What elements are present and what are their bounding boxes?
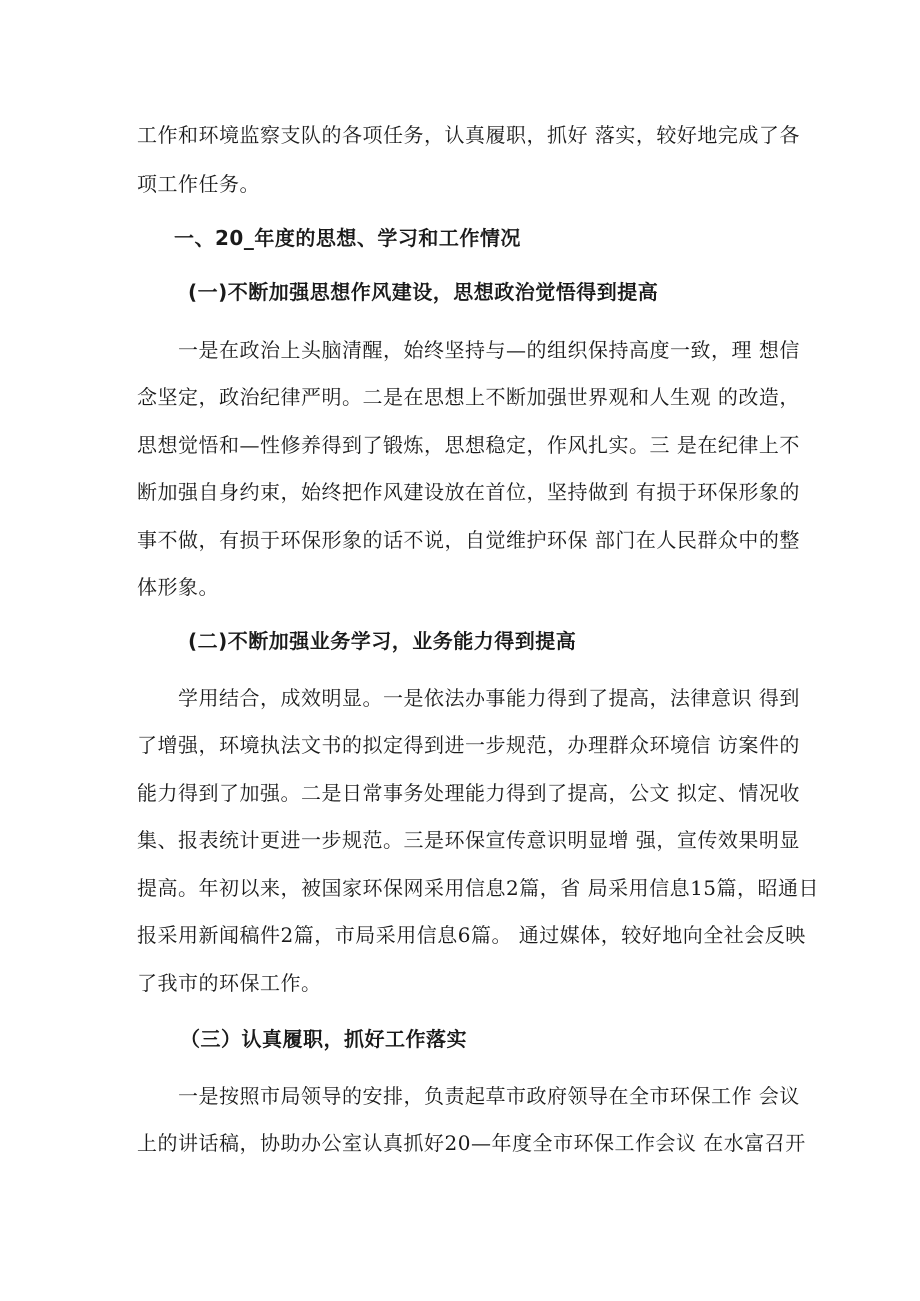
- subsection-3-line-1: 一是按照市局领导的安排，负责起草市政府领导在全市环保工作 会议: [178, 1084, 800, 1108]
- subsection-1-line-2: 念坚定，政治纪律严明。二是在思想上不断加强世界观和人生观 的改造，: [137, 385, 800, 409]
- subsection-1-line-3: 思想觉悟和—性修养得到了锻炼，思想稳定，作风扎实。三 是在纪律上不: [137, 433, 800, 457]
- subsection-2-line-1: 学用结合，成效明显。一是依法办事能力得到了提高，法律意识 得到: [178, 686, 800, 710]
- subsection-2-line-2: 了增强，环境执法文书的拟定得到进一步规范，办理群众环境信 访案件的: [137, 733, 800, 757]
- section-title: 一、20_年度的思想、学习和工作情况: [174, 226, 521, 250]
- subsection-2-heading: (二)不断加强业务学习，业务能力得到提高: [188, 629, 577, 653]
- subsection-2-line-7: 了我市的环保工作。: [137, 971, 322, 995]
- subsection-1-line-4: 断加强自身约束，始终把作风建设放在首位，坚持做到 有损于环保形象的: [137, 480, 800, 504]
- intro-line-1: 工作和环境监察支队的各项任务，认真履职，抓好 落实，较好地完成了各: [137, 123, 800, 147]
- subsection-1-line-1: 一是在政治上头脑清醒，始终坚持与—的组织保持高度一致，理 想信: [178, 338, 800, 362]
- intro-line-2: 项工作任务。: [137, 172, 260, 196]
- subsection-1-heading: (一)不断加强思想作风建设，思想政治觉悟得到提高: [188, 280, 659, 304]
- subsection-2-line-4: 集、报表统计更进一步规范。三是环保宣传意识明显增 强，宣传效果明显: [137, 828, 800, 852]
- subsection-2-line-5: 提高。年初以来，被国家环保网采用信息2篇，省 局采用信息15篇，昭通日: [137, 876, 820, 900]
- subsection-1-line-5: 事不做，有损于环保形象的话不说，自觉维护环保 部门在人民群众中的整: [137, 528, 800, 552]
- subsection-2-line-6: 报采用新闻稿件2篇，市局采用信息6篇。 通过媒体，较好地向全社会反映: [137, 923, 806, 947]
- subsection-2-line-3: 能力得到了加强。二是日常事务处理能力得到了提高，公文 拟定、情况收: [137, 781, 800, 805]
- subsection-3-line-2: 上的讲话稿，协助办公室认真抓好20—年度全市环保工作会议 在水富召开: [137, 1131, 806, 1155]
- subsection-3-heading: （三）认真履职，抓好工作落实: [180, 1027, 467, 1051]
- subsection-1-line-6: 体形象。: [137, 575, 219, 599]
